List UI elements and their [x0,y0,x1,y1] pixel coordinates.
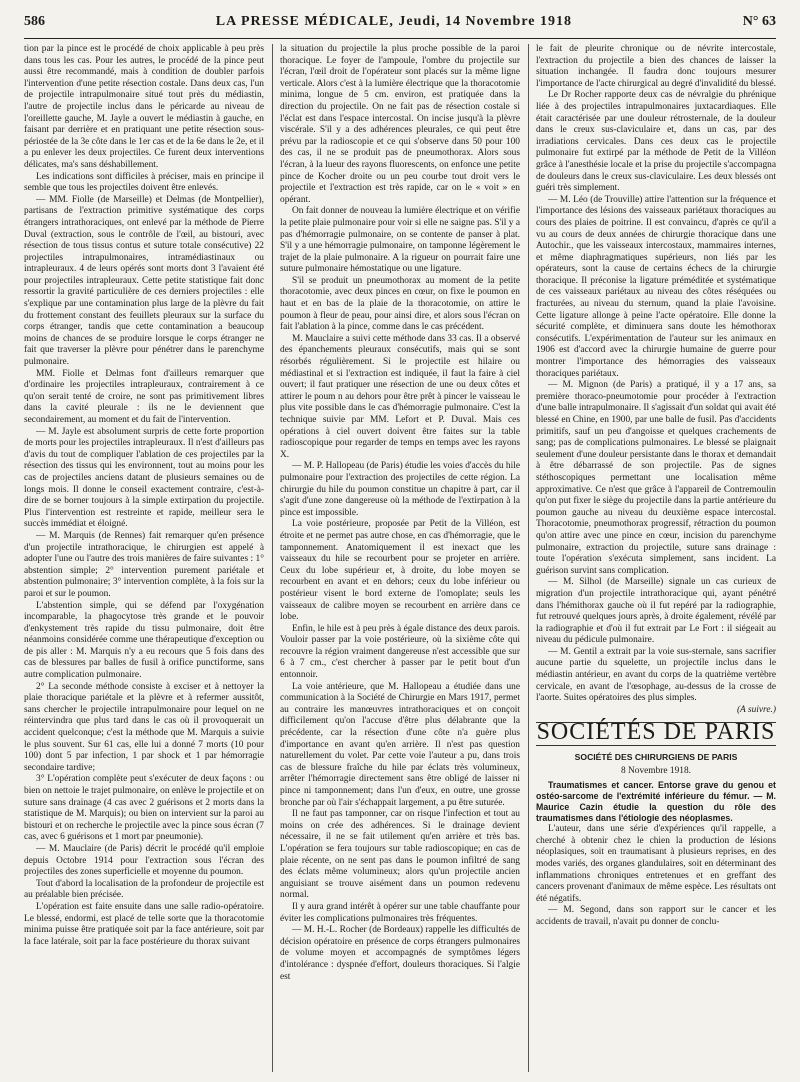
paragraph: le fait de pleurite chronique ou de névrite intercostale, l'extraction du projectile a bien des chances de laisser la situation inchangée. Il faudra donc toujours mesurer l'importance de l'acte chirurgical au degré d'invalidité du blessé. [536,44,776,89]
paragraph: — M. Marquis (de Rennes) fait remarquer qu'en présence d'un projectile intrathoracique, le chirurgien est appelé à adopter l'une ou l'autre des trois manières de faire suivantes : 1° abstention simple; 2° intervention purement pariétale et abstention pulmonaire; 3° intervention complète, à la fois sur la paroi et sur le poumon. [24,530,264,599]
society-name: SOCIÉTÉ DES CHIRURGIENS DE PARIS [574,752,738,763]
paragraph: L'opération est faite ensuite dans une salle radio-opératoire. Le blessé, endormi, est placé de telle sorte que la thoracotomie minima puisse être pratiquée soit par la face antérieure, soit par la face latérale, soit par la face postérieure du thorax suivant [24,901,264,947]
paragraph: — M. Mauclaire (de Paris) décrit le procédé qu'il emploie depuis Octobre 1914 pour l'extraction sous l'écran des projectiles des zones superficielle et moyenne du poumon. [24,843,264,878]
paragraph: MM. Fiolle et Delmas font d'ailleurs remarquer que d'ordinaire les projectiles intrapleuraux, contrairement à ce qu'on serait tenté de croire, ne sont pas primitivement libres dans la cavité pleurale : ils ne le deviennent que secondairement, au moment et du fait de l'intervention. [24,368,264,425]
paragraph: La voie antérieure, que M. Hallopeau a étudiée dans une communication à la Société de Chirurgie en Mars 1917, permet au contraire les manœuvres intrathoraciques et on conçoit difficilement qu'on l'accuse d'être plus délabrante que la précédente, car la résection d'une côte n'a guère plus d'importance en avant qu'en arrière. Il n'est pas question naturellement du volet. Par cette voie l'auteur a pu, dans trois cas de blessure fraîche du hile par éclats très volumineux, arrêter l'hémorragie directement sans être obligé de laisser ni pince ni tamponnement; dans l'un d'eux, en outre, une grosse bronche par où l'air s'échappait largement, a pu être suturée. [280,681,520,808]
page-number: 586 [24,14,45,29]
header-rule [24,38,776,39]
paragraph: 2° La seconde méthode consiste à exciser et à nettoyer la plaie thoracique pariétale et la plèvre et à refermer aussitôt, sans chercher le projectile intrapulmonaire pour lequel on ne réintervindra que plus tard dans le cas où il provoquerait un accident quelconque; c'est la méthode que M. Marquis a suivie le plus souvent. Sur 61 cas, elle lui a donné 7 morts (10 pour 100) dont 5 par infection, 1 par shock et 1 par hémorragie secondaire tardive; [24,681,264,773]
paragraph: Enfin, le hile est à peu près à égale distance des deux parois. Vouloir passer par la voie postérieure, où la sixième côte qui recouvre la région vraiment dangereuse n'est accessible que sur 6 à 7 cm., c'est chercher à passer par le petit bout d'un entonnoir. [280,623,520,681]
paragraph: tion par la pince est le procédé de choix applicable à peu près dans tous les cas. Pour les autres, le procédé de la pince peut aussi être recommandé, mais à condition de doubler parfois l'intervention d'une petite résection costale. Dans deux cas, l'un de projectile intrapulmonaire situé tout près du médiastin, l'autre de projectile inclus dans le péricarde au niveau de l'oreillette gauche, M. Jayle a ouvert le médiastin à gauche, en faisant par derrière et en pratiquant une petite résection sous-périostée de la 3e côte dans le 1er cas et de la 6e dans le 2e, et il a pu enlever les deux projectiles. Ce furent deux interventions délicates, ma's sans déshabillement. [24,44,264,170]
column-1 [24,44,264,1074]
session-date: 8 Novembre 1918. [620,765,692,776]
page-header [24,14,776,36]
paragraph: Les indications sont difficiles à préciser, mais en principe il semble que tous les projectiles doivent être enlevés. [24,171,264,194]
column-3 [536,44,776,1074]
section-title: SOCIÉTÉS DE PARIS [536,719,776,746]
column-divider [272,44,273,1072]
paragraph: — M. P. Hallopeau (de Paris) étudie les voies d'accès du hile pulmonaire pour l'extraction des projectiles de cette région. La chirurgie du hile du poumon constitue un chapitre à part, car il s'agit d'une zone dangereuse où la méthode de l'extirpation à la pince est impossible. [280,461,520,518]
column-divider [528,44,529,1072]
paragraph: 3° L'opération complète peut s'exécuter de deux façons : ou bien on nettoie le trajet pulmonaire, on enlève le projectile et on suture sans drainage (4 cas avec 2 guérisons et 2 morts dans la statistique de M. Marquis); ou bien on intervient sur la paroi au bistouri et on recherche le projectile avec la pince sous écran (7 cas, avec 6 guérisons et 1 mort par pneumonie). [24,774,264,843]
paragraph: La voie postérieure, proposée par Petit de la Villéon, est étroite et ne permet pas autre chose, en cas d'hémorragie, que le tamponnement. Anatomiquement il est inexact que les vaisseaux du hile se recourbent pour se projeter en arrière. Ceux du lobe supérieur et, à droite, du lobe moyen se recourbent en avant et en dehors; ceux du lobe inférieur ou postérieur visent le bord externe de l'omoplate; seuls les vaisseaux de calibre moyen se recourbent en arrière dans ce lobe. [280,519,520,623]
section-rule [536,745,776,746]
to-be-continued: (A suivre.) [736,704,776,715]
paragraph: — M. H.-L. Rocher (de Bordeaux) rappelle les difficultés de décision opératoire en présence de corps étrangers pulmonaires de volume moyen et accompagnés de symptômes légers d'intolérance : dyspnée d'effort, douleurs thoraciques. Si l'algie est [280,925,520,982]
paragraph: — M. Segond, dans son rapport sur le cancer et les accidents de travail, n'avait pu donner de conclu- [536,905,776,927]
paragraph: M. Mauclaire a suivi cette méthode dans 33 cas. Il a observé des épanchements pleuraux consécutifs, mais qui se sont résorbés régulièrement. Si le projectile est hilaire ou médiastinal et si l'extraction est indiquée, il faut la faire à ciel ouvert; il faut pratiquer une résection de une ou deux côtes et attirer le poum n au dehors pour être prêt à pincer le vaisseau le plus vite possible dans le cas d'hémorragie pulmonaire. C'est la technique suivie par MM. Lefort et P. Duval. Mais ces opérations à ciel ouvert doivent être faites sur la table radioscopique pour regarder de temps en temps avec les rayons X. [280,333,520,460]
masthead: LA PRESSE MÉDICALE, Jeudi, 14 Novembre 1918 [215,14,572,29]
paragraph: L'abstention simple, qui se défend par l'oxygénation incomparable, la phagocytose très grande et le pouvoir d'enkystement très rapide du tissu pulmonaire, doit être néanmoins considérée comme une thérapeutique d'exception ou de pis aller : M. Marquis n'y a eu recours que 5 fois dans des cas de blessures par balles de fusil à orifice punctiforme, sans autre complication pulmonaire. [24,600,264,681]
paragraph: — M. Jayle est absolument surpris de cette forte proportion de morts pour les projectiles intrapleuraux. Il n'est d'ailleurs pas d'avis du tout de compliquer l'ablation de ces projectiles par la résection des tissus qui les environnent, tout au moins pour les cas de projectiles anciens datant de plusieurs semaines ou de longs mois. Il donne le conseil exactement contraire, c'est-à-dire de se borner toujours à la simple extirpation du projectile. Plus l'intervention est restreinte et rapide, meilleur sera le succès immédiat et éloigné. [24,426,264,530]
paragraph: la situation du projectile la plus proche possible de la paroi thoracique. Le foyer de l'ampoule, l'ombre du projectile sur l'écran, l'œil droit de l'opérateur sont placés sur la même ligne verticale. Alors c'est à la lumière électrique que la thoracotomie minima, longue de 5 cm. environ, est pratiquée dans la direction du projectile. On ne fait pas de résection costale si l'éclat est dans l'espace intercostal. On incise jusqu'à la plèvre viscérale. S'il y a des adhérences pleurales, ce qui peut être prévu par la radioscopie et ce qui s'observe dans 50 pour 100 des cas, il ne se produit pas de pneumothorax. Alors sous l'écran, à la lueur des rayons fluorescents, on enfonce une petite pince de Kocher droite ou un peu courbe tout droit vers le projectile et l'extraction est très rapide, car on le « voit » en opérant. [280,44,520,205]
article-headline: Traumatismes et cancer. Entorse grave du genou et ostéo-sarcome de l'extrémité inférieure du fémur. — M. Maurice Cazin étudie la question du rôle des traumatismes dans l'étiologie des néoplasmes. [536,780,776,824]
paragraph: Il y aura grand intérêt à opérer sur une table chauffante pour éviter les complications pulmonaires très fréquentes. [280,901,520,924]
paragraph: — MM. Fiolle (de Marseille) et Delmas (de Montpellier), partisans de l'extraction primitive systématique des corps étrangers intrathoraciques, ont enlevé par la méthode de Pierre Duval (extraction, sous le contrôle de l'œil, au bistouri, avec résection de tous tissus contus et suture totale consécutive) 22 projectiles intrapulmonaires, intramédiastinaux ou intrapleuraux. 4 de leurs opérés sont morts dont 3 l'avaient été pour projectiles intrapleuraux. Cette petite statistique fait donc ressortir la gravité particulière de ces derniers projectiles : elle s'explique par une contamination plus large de la plèvre du fait du frottement constant des feuillets pleuraux sur la surface du corps étranger, tandis que cette contamination a beaucoup moins de chances de se produire lorsque le corps étranger ne fait que traverser la plèvre pour pénétrer dans le parenchyme pulmonaire. [24,194,264,368]
paragraph: Tout d'abord la localisation de la profondeur de projectile est au préalable bien précisée. [24,878,264,901]
paragraph: On fait donner de nouveau la lumière électrique et on vérifie la petite plaie pulmonaire pour voir si elle ne saigne pas. S'il y a pas d'hémorragie pulmonaire, on se contente de panser à plat. S'il y a une hémorragie pulmonaire, on tamponne légèrement le trajet de la plaie pulmonaire. A la rigueur on pourrait faire une suture pulmonaire hémostatique ou une ligature. [280,206,520,275]
issue-number: N° 63 [742,14,776,29]
paragraph: L'auteur, dans une série d'expériences qu'il rappelle, a cherché à obtenir chez le chien la production de lésions néoplasiques, soit en traumatisant à plusieurs reprises, en des modes variés, des organes glandulaires, soit en déterminant des inflammations chroniques entretenues et en greffant des cancers provenant d'animaux de même espèce. Les résultats ont été négatifs. [536,824,776,904]
paragraph: Il ne faut pas tamponner, car on risque l'infection et tout au moins on crée des adhérences. Si le drainage devient nécessaire, il ne se fait utilement qu'en arrière et très bas. L'opération se fera toujours sur table radioscopique; en cas de plaie récente, on ne sent pas dans le poumon infiltré de sang des éclats même volumineux; alors qu'un projectile ancien anguisiant se trouve aisément dans un poumon redevenu normal. [280,809,520,901]
paragraph: — M. Silhol (de Marseille) signale un cas curieux de migration d'un projectile intrathoracique qui, ayant pénétré dans l'hémithorax gauche où il fut repéré par la radiographie, fut retrouvé quelques jours après, à droite également, révélé par la radiographie et d'où il fut extrait par Le Fort : il siégeait au niveau du pédicule pulmonaire. [536,577,776,646]
paragraph: — M. Léo (de Trouville) attire l'attention sur la fréquence et l'importance des lésions des vaisseaux pariétaux thoraciques au cours des plaies de poitrine. Il est convaincu, d'après ce qu'il a vu au cours de deux années de chirurgie thoracique dans une Autochir., que les vaisseaux intercostaux, mammaires internes, et même diaphragmatiques supérieurs, non liés par les opérateurs, sont la cause de certains échecs de la chirurgie thoracique. Il préconise la ligature préméditée et systématique de ces vaisseaux pariétaux au niveau des côtes réséquées ou fracturées, au niveau du sternum, quand la plaie l'avoisine. Cette ligature allonge à peine l'acte opératoire. Elle donne la sécurité complète, et diminuera sans doute les hémothorax consécutifs. L'expérimentation de l'auteur sur les animaux en 1906 est d'accord avec la chirurgie humaine de guerre pour montrer l'importance des hémorragies des vaisseaux thoraciques pariétaux. [536,194,776,379]
paragraph: Le Dr Rocher rapporte deux cas de névralgie du phrénique liée à des projectiles intrapulmonaires juxtacardiaques. Elle était caractérisée par une douleur rétrosternale, de la douleur dans le creux sus-claviculaire et, dans un cas, par des irradiations cervicales. Dans ces deux cas le projectile pulmonaire fut extirpé par la méthode de Petit de la Villéon grâce à l'anesthésie locale et la prise du projectile s'accompagna de douleurs dans le creux sus-claviculaire. Les deux blessés ont guéri très simplement. [536,90,776,194]
column-2 [280,44,520,1074]
paragraph: S'il se produit un pneumothorax au moment de la petite thoracotomie, avec deux pinces en cœur, on fixe le poumon en haut et en bas de la plaie de la thoracotomie, on attire le poumon à fleur de peau, pour ainsi dire, et alors sous l'écran on fait l'ablation à la pince, comme dans le cas précédent. [280,275,520,333]
paragraph: — M. Gentil a extrait par la voie sus-sternale, sans sacrifier aucune partie du squelette, un projectile inclus dans le médiastin antérieur, en avant du corps de la quatrième vertèbre cervicale, en avant de l'œsophage, au-dessus de la crosse de l'aorte. Suites opératoires des plus simples. [536,646,776,704]
paragraph: — M. Mignon (de Paris) a pratiqué, il y a 17 ans, sa première thoraco-pneumotomie pour procéder à l'extraction d'une balle intrapulmonaire. Il s'agissait d'un soldat qui avait été blessé en Chine, en 1900, par une balle de fusil. Pas d'accidents primitifs, sauf un peu d'angoisse et quelques crachements de sang; pas de complications pulmonaires. Le blessé se plaignait seulement d'une douleur persistante dans le thorax et demandait à être débarrassé de son projectile. Pas de signes stéthoscopiques permettant une localisation même approximative. Ce n'est que grâce à l'appareil de Contremoulin qu'on put fixer le siège du projectile dans la partie antérieure du poumon gauche au niveau du deuxième espace intercostal. Thoracotomie, pneumothorax progressif, rétraction du poumon qu'on attire avec une pince en cœur, incision du parenchyme pulmonaire, extraction du projectile, suture sans drainage : toute l'opération s'exécuta simplement, sans incident. La guérison survint sans complication. [536,380,776,576]
